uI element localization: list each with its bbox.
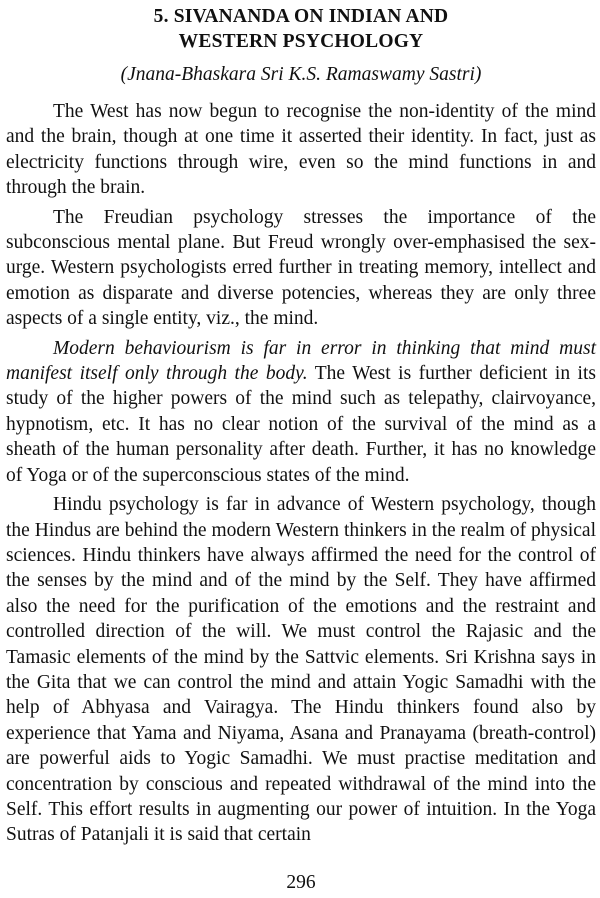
body-text: [6, 99, 596, 848]
paragraph-3-italic-sentence: Modern behaviourism is far in error in thinking that mind must manifest itself only through the body.: [6, 337, 596, 385]
chapter-title: [6, 4, 596, 54]
paragraph-3-text: The West is further deficient in its study of the higher powers of the mind such as telepathy, clairvoyance, hypnotism, etc. It has no clear notion of the survival of the mind as a sheath of the human personality after death. Further, it has no knowledge of Yoga or of the superconscious states of the mind.: [6, 363, 596, 486]
chapter-title-line-2: WESTERN PSYCHOLOGY: [178, 31, 424, 52]
book-page: [6, 4, 596, 894]
paragraph-4: Hindu psychology is far in advance of Western psychology, though the Hindus are behind the modern Western thinkers in the realm of physical sciences. Hindu thinkers have always affirmed the need for the control of the senses by the mind and of the mind by the Self. They have affirmed also the need for the purification of the emotions and the restraint and controlled direction of the will. We must control the Rajasic and the Tamasic elements of the mind by the Sattvic elements. Sri Krishna says in the Gita that we can control the mind and attain Yogic Samadhi with the help of Abhyasa and Vairagya. The Hindu thinkers found also by experience that Yama and Niyama, Asana and Pranayama (breath-control) are powerful aids to Yogic Samadhi. We must practise meditation and concentration by conscious and repeated withdrawal of the mind into the Self. This effort results in augmenting our power of intuition. In the Yoga Sutras of Patanjali it is said that certain: [6, 494, 596, 846]
paragraph-1: The West has now begun to recognise the non-identity of the mind and the brain, though at one time it asserted their identity. In fact, just as electricity functions through wire, even so the mind functions in and through the brain.: [6, 101, 596, 199]
paragraph-3: [6, 336, 596, 488]
chapter-title-line-1: 5. SIVANANDA ON INDIAN AND: [153, 6, 449, 27]
author-byline: (Jnana-Bhaskara Sri K.S. Ramaswamy Sastri): [120, 64, 482, 85]
page-number: 296: [286, 872, 316, 893]
paragraph-2: The Freudian psychology stresses the importance of the subconscious mental plane. But Freud wrongly over-emphasised the sex-urge. Western psychologists erred further in treating memory, intellect and emotion as disparate and diverse potencies, whereas they are only three aspects of a single entity, viz., the mind.: [6, 206, 596, 330]
